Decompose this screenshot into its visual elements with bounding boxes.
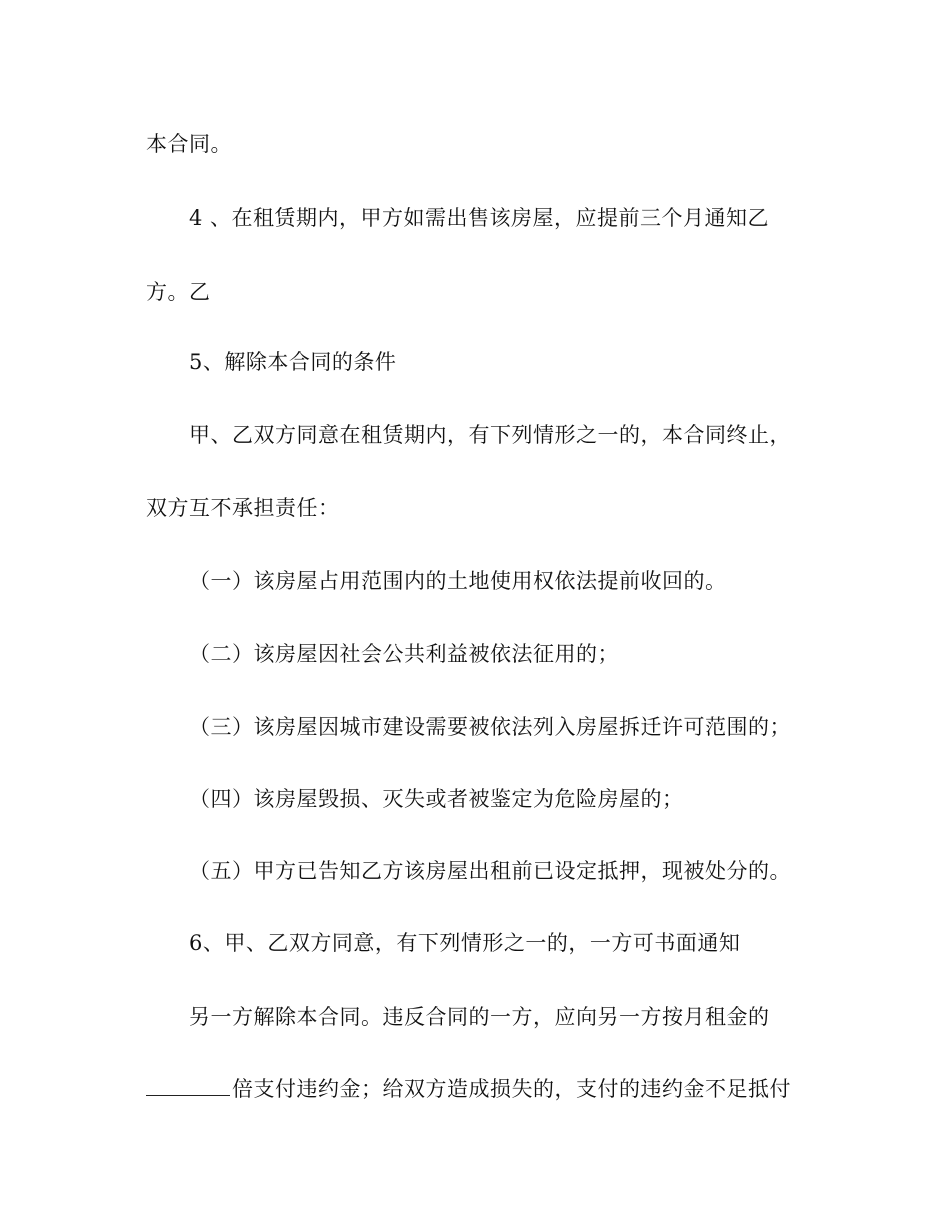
paragraph-line-with-blank <box>146 1075 791 1103</box>
list-item: （五）甲方已告知乙方该房屋出租前已设定抵押，现被处分的。 <box>189 859 791 883</box>
list-item: （一）该房屋占用范围内的土地使用权依法提前收回的。 <box>189 569 727 593</box>
paragraph-line: 本合同。 <box>146 132 232 156</box>
list-item: （四）该房屋毁损、灭失或者被鉴定为危险房屋的； <box>189 787 684 811</box>
paragraph-line: 双方互不承担责任： <box>146 496 340 520</box>
paragraph-text: 倍支付违约金；给双方造成损失的，支付的违约金不足抵付 <box>232 1077 791 1101</box>
list-item: （三）该房屋因城市建设需要被依法列入房屋拆迁许可范围的； <box>189 715 791 739</box>
paragraph-line: 另一方解除本合同。违反合同的一方，应向另一方按月租金的 <box>189 1005 770 1029</box>
paragraph-line: 6、甲、乙双方同意，有下列情形之一的，一方可书面通知 <box>189 931 741 955</box>
section-heading: 5、解除本合同的条件 <box>189 350 397 374</box>
paragraph-line: 4 、在租赁期内，甲方如需出售该房屋，应提前三个月通知乙 <box>189 206 770 230</box>
fill-in-blank[interactable] <box>146 1077 230 1096</box>
list-item: （二）该房屋因社会公共利益被依法征用的； <box>189 642 619 666</box>
paragraph-line: 方。乙 <box>146 280 211 304</box>
paragraph-line: 甲、乙双方同意在租赁期内，有下列情形之一的，本合同终止， <box>189 423 791 447</box>
